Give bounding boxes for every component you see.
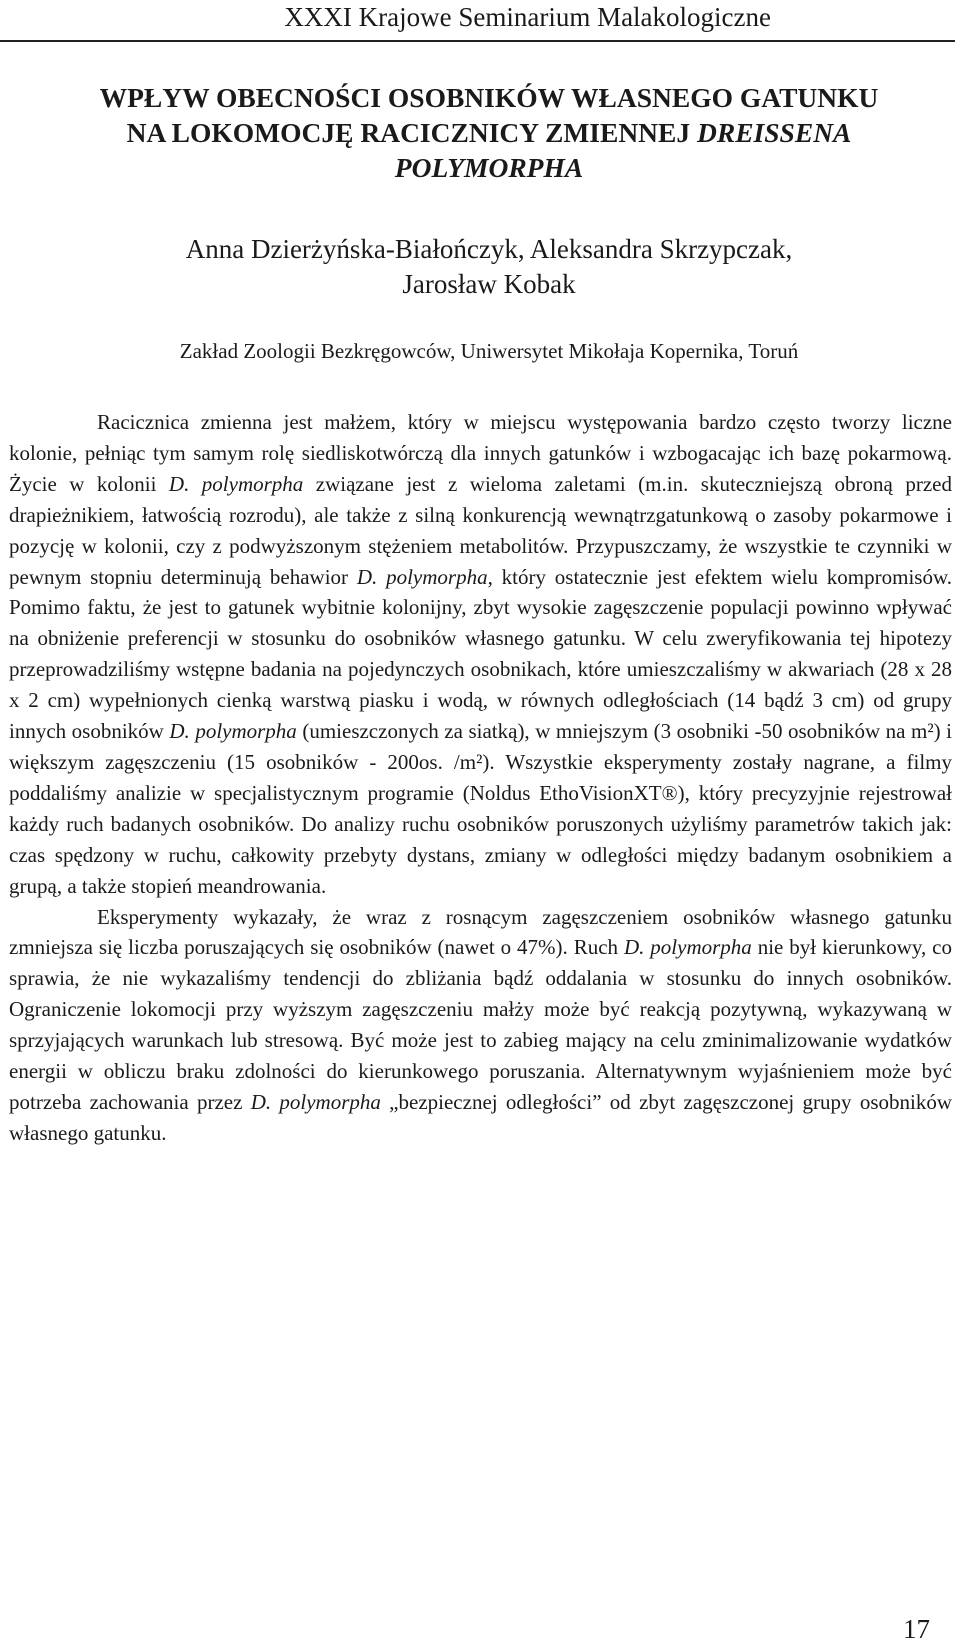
authors-line-1: Anna Dzierżyńska-Białończyk, Aleksandra Skrzypczak, [185,234,793,264]
abstract-text: związane jest z wieloma zaletami (m.in. skuteczniejszą obroną przed drapieżnikiem, łatwością rozrodu), ale także z silną konkurencją wewnątrzgatunkową o zasoby pokarmowe i pozycję w kolonii, czy z podwyższonym stężeniem metabolitów. Przypuszczamy, że wszystkie te czynniki w pewnym stopniu determinują behawior [9,471,952,589]
paper-title-line-2 [24,115,954,150]
running-header-title: XXXI Krajowe Seminarium Malakologiczne [284,2,771,32]
abstract-text: nie był kierunkowy, co sprawia, że nie wykazaliśmy tendencji do zbliżania bądź oddalania w stosunku do innych osobników. Ograniczenie lokomocji przy wyższym zagęszczeniu małży może być reakcją pozytywną, wykazywaną w sprzyjających warunkach lub stresową. Być może jest to zabieg mający na celu zminimalizowanie wydatków energii w obliczu braku zdolności do kierunkowego poruszania. Alternatywnym wyjaśnieniem może być potrzeba zachowania przez [9,935,952,1114]
affiliation: Zakład Zoologii Bezkręgowców, Uniwersytet Mikołaja Kopernika, Toruń [179,339,799,363]
species-name: D. polymorpha [623,935,752,960]
authors-line-2: Jarosław Kobak [402,269,576,299]
author-list [24,232,954,302]
abstract-text: (umieszczonych za siatką), w mniejszym (3 osobniki -50 osobników na m²) i większym zagęszczeniu (15 osobników - 200os. /m²). Wszystkie eksperymenty zostały nagrane, a filmy poddaliśmy analizie w specjalistycznym programie (Noldus EthoVisionXT®), który precyzyjnie rejestrował każdy ruch badanych osobników. Do analizy ruchu osobników poruszonych użyliśmy parametrów takich jak: czas spędzony w ruchu, całkowity przebyty dystans, zmiany w odległości między badanym osobnikiem a grupą, a także stopień meandrowania. [9,719,952,898]
abstract-paragraph-1 [9,407,952,902]
abstract-text: Eksperymenty wykazały, że wraz z rosnącym zagęszczeniem osobników własnego gatunku zmniejsza się liczba poruszających się osobników (nawet o 47%). Ruch [9,904,952,960]
paper-title [24,80,954,185]
paper-title-species-genus: DREISSENA [697,117,852,148]
abstract-text: „bezpiecznej odległości” od zbyt zagęszczonej grupy osobników własnego gatunku. [9,1089,952,1145]
paper-title-species-epithet: POLYMORPHA [394,152,584,183]
paper-title-line-1: WPŁYW OBECNOŚCI OSOBNIKÓW WŁASNEGO GATUNKU [99,82,879,113]
species-name: D. polymorpha [356,564,488,589]
abstract-body [9,407,952,1149]
running-header [0,0,955,42]
species-name: D. polymorpha [168,471,304,496]
page-number: 17 [903,1614,930,1644]
abstract-text: , który ostatecznie jest efektem wielu kompromisów. Pomimo faktu, że jest to gatunek wybitnie kolonijny, zbyt wysokie zagęszczenie populacji powinno wpływać na obniżenie preferencji w stosunku do osobników własnego gatunku. W celu zweryfikowania tej hipotezy przeprowadziliśmy wstępne badania na pojedynczych osobnikach, które umieszczaliśmy w akwariach (28 x 28 x 2 cm) wypełnionych cienką warstwą piasku i wodą, w równych odległościach (14 bądź 3 cm) od grupy innych osobników [9,564,952,744]
species-name: D. polymorpha [250,1089,381,1114]
species-name: D. polymorpha [169,719,297,744]
paper-title-line-2-text: NA LOKOMOCJĘ RACICZNICY ZMIENNEJ [126,117,698,148]
abstract-paragraph-2 [9,902,952,1149]
abstract-text: Racicznica zmienna jest małżem, który w miejscu występowania bardzo często tworzy liczne kolonie, pełniąc tym samym rolę siedliskotwórczą dla innych gatunków i wzbogacając ich bazę pokarmową. Życie w kolonii [9,410,952,496]
